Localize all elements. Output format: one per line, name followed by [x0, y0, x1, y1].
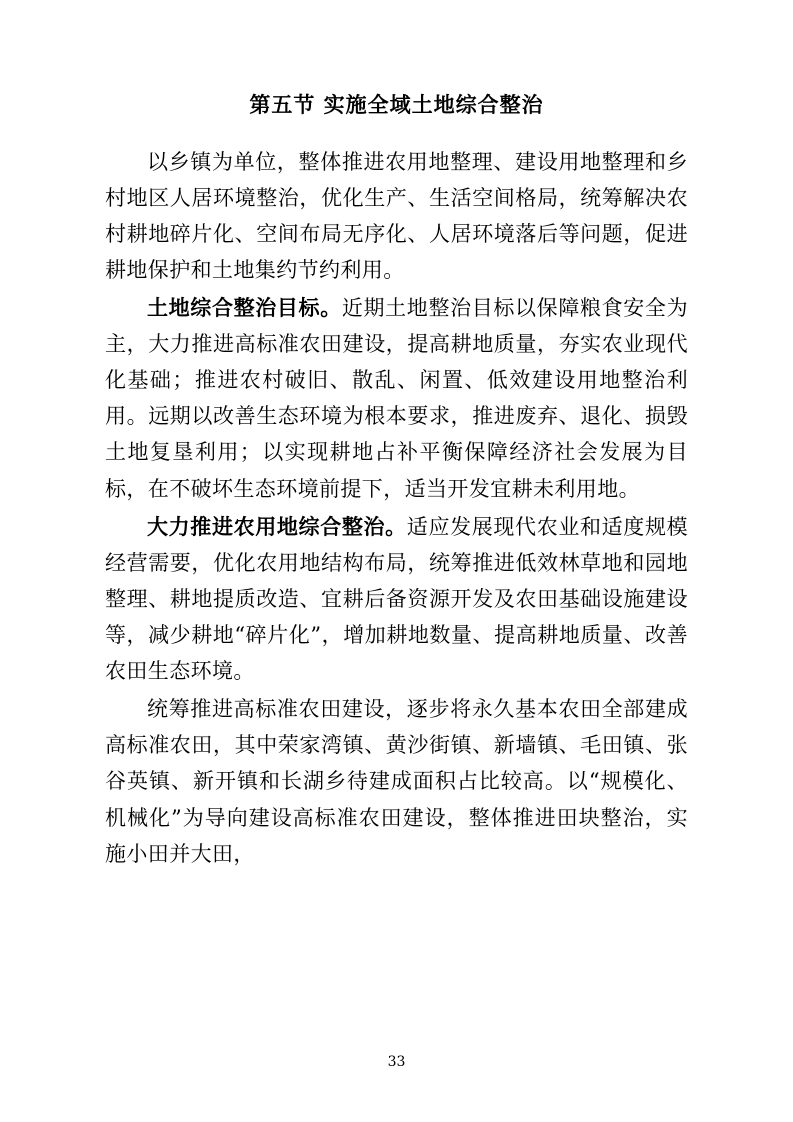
- paragraph-1-text: 以乡镇为单位，整体推进农用地整理、建设用地整理和乡村地区人居环境整治，优化生产、生活空间格局，统筹解决农村耕地碎片化、空间布局无序化、人居环境落后等问题，促进耕地保护和土地集约节约利用。: [105, 149, 688, 282]
- paragraph-2-lead: 土地综合整治目标。: [147, 295, 342, 321]
- paragraph-3-lead: 大力推进农用地综合整治。: [147, 513, 407, 539]
- paragraph-1: [105, 144, 688, 288]
- page-number: 33: [387, 1054, 406, 1070]
- page-title: 第五节 实施全域土地综合整治: [249, 92, 544, 117]
- paragraph-3: [105, 509, 688, 690]
- paragraph-2: [105, 290, 688, 507]
- paragraph-4: [105, 691, 688, 872]
- paragraph-2-text: 近期土地整治目标以保障粮食安全为主，大力推进高标准农田建设，提高耕地质量，夯实农业现代化基础；推进农村破旧、散乱、闲置、低效建设用地整治利用。远期以改善生态环境为根本要求，推进废弃、退化、损毁土地复垦利用；以实现耕地占补平衡保障经济社会发展为目标，在不破坏生态环境前提下，适当开发宜耕未利用地。: [105, 296, 688, 501]
- paragraph-4-text: 统筹推进高标准农田建设，逐步将永久基本农田全部建成高标准农田，其中荣家湾镇、黄沙街镇、新墙镇、毛田镇、张谷英镇、新开镇和长湖乡待建成面积占比较高。以“规模化、机械化”为导向建设高标准农田建设，整体推进田块整治，实施小田并大田，: [105, 697, 688, 866]
- paragraph-3-text: 适应发展现代农业和适度规模经营需要，优化农用地结构布局，统筹推进低效林草地和园地整理、耕地提质改造、宜耕后备资源开发及农田基础设施建设等，减少耕地“碎片化”，增加耕地数量、提高耕地质量、改善农田生态环境。: [105, 514, 688, 684]
